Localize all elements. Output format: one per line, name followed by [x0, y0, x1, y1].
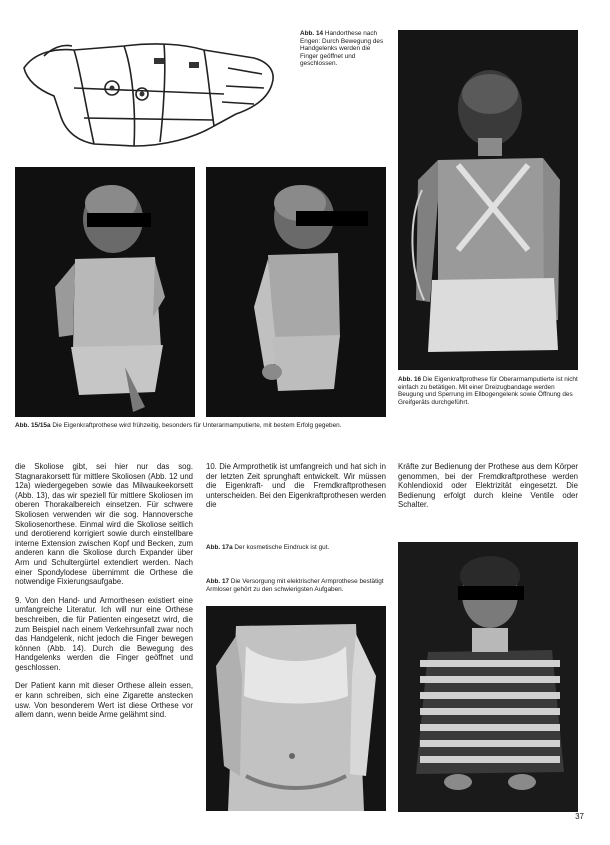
- caption-fig15-label: Abb. 15/15a: [15, 422, 51, 429]
- caption-fig17a: [206, 544, 386, 552]
- caption-fig17a-text: Der kosmetische Eindruck ist gut.: [234, 544, 330, 551]
- caption-fig16-label: Abb. 16: [398, 376, 422, 383]
- caption-fig16-text: Die Eigenkraftprothese für Oberarmamputierte ist nicht einfach zu betätigen. Mit einer Dreizugbandage werden Beugung und Sperrung im Ellbogengelenk sowie Öffnung des Greifgeräts durchgeführt.: [398, 376, 578, 406]
- page-number: 37: [575, 812, 584, 821]
- face-censor-bar: [458, 586, 524, 600]
- figure-14-drawing: [14, 28, 286, 158]
- paragraph: Der Patient kann mit dieser Orthese allein essen, er kann schreiben, sich eine Zigarette anstecken usw. Von besonderem Wert ist diese Orthese vor allem dann, wenn beide Arme gelähmt sind.: [15, 681, 193, 720]
- text-column-2: [206, 462, 386, 519]
- caption-fig17: [206, 578, 386, 593]
- text-column-3: [398, 462, 578, 519]
- caption-fig15: [15, 422, 385, 430]
- caption-fig15-text: Die Eigenkraftprothese wird frühzeitig, besonders für Unterarmamputierte, mit bestem Erfolg gegeben.: [52, 422, 342, 429]
- photo-fig15: [15, 167, 195, 417]
- caption-fig17-label: Abb. 17: [206, 578, 230, 585]
- text-column-1: [15, 462, 193, 729]
- photo-fig15a: [206, 167, 386, 417]
- caption-fig14-text: Handorthese nach Engen: Durch Bewegung des Handgelenks werden die Finger geöffnet und geschlossen.: [300, 30, 384, 68]
- caption-fig17a-label: Abb. 17a: [206, 544, 233, 551]
- photo-fig17: [206, 606, 386, 811]
- photo-fig16: [398, 30, 578, 370]
- paragraph: 9. Von den Hand- und Armorthesen existiert eine umfangreiche Literatur. Ich will nur eine Orthese beschreiben, die für Patienten eingesetzt wird, die zum Beispiel nach einem Verkehrsunfall zwar noch das Handgelenk, nicht jedoch die Finger bewegen können (Abb. 14). Durch die Bewegung des Handgelenks werden die Finger geöffnet und geschlossen.: [15, 595, 193, 672]
- paragraph: die Skoliose gibt, sei hier nur das sog. Stagnarakorsett für mittlere Skoliosen (Abb. 12 und 12a) wiedergegeben sowie das Milwaukeekorsett (Abb. 13), das wir speziell für mittlere Skoliosen im oberen Thorakalbereich einsetzen. Für schwere Skoliosen verwenden wir die sog. Hannoversche Skoliosenorthese. Einmal wird die Skoliose seitlich und derotierend korrigiert sowie durch einstellbare interne Extension zwischen Kopf und Becken, zum anderen kann die Skoliose durch Expander über Arm und Schultergürtel extendiert werden. Nach einer Spondylodese übernimmt die Orthese die notwendige Fixierungsaufgabe.: [15, 462, 193, 587]
- caption-fig14: [300, 30, 390, 68]
- caption-fig17-text: Die Versorgung mit elektrischer Armprothese bestätigt Armloser gehört zu den schwierigsten Aufgaben.: [206, 578, 384, 593]
- face-censor-bar: [87, 213, 151, 227]
- face-censor-bar: [296, 211, 368, 226]
- paragraph: 10. Die Armprothetik ist umfangreich und hat sich in der letzten Zeit sprunghaft entwickelt. Wir müssen die Eigenkraft- und die Fremdkraftprothesen unterscheiden. Bei den Eigenkraftprothesen werden die: [206, 462, 386, 510]
- caption-fig16: [398, 376, 580, 406]
- caption-fig14-label: Abb. 14: [300, 30, 324, 37]
- photo-fig17a: [398, 542, 578, 812]
- paragraph: Kräfte zur Bedienung der Prothese aus dem Körper genommen, bei der Fremdkraftprothese werden Kohlendioxid oder Elektrizität eingesetzt. Die Bedienung erfolgt durch kleine Ventile oder Schalter.: [398, 462, 578, 510]
